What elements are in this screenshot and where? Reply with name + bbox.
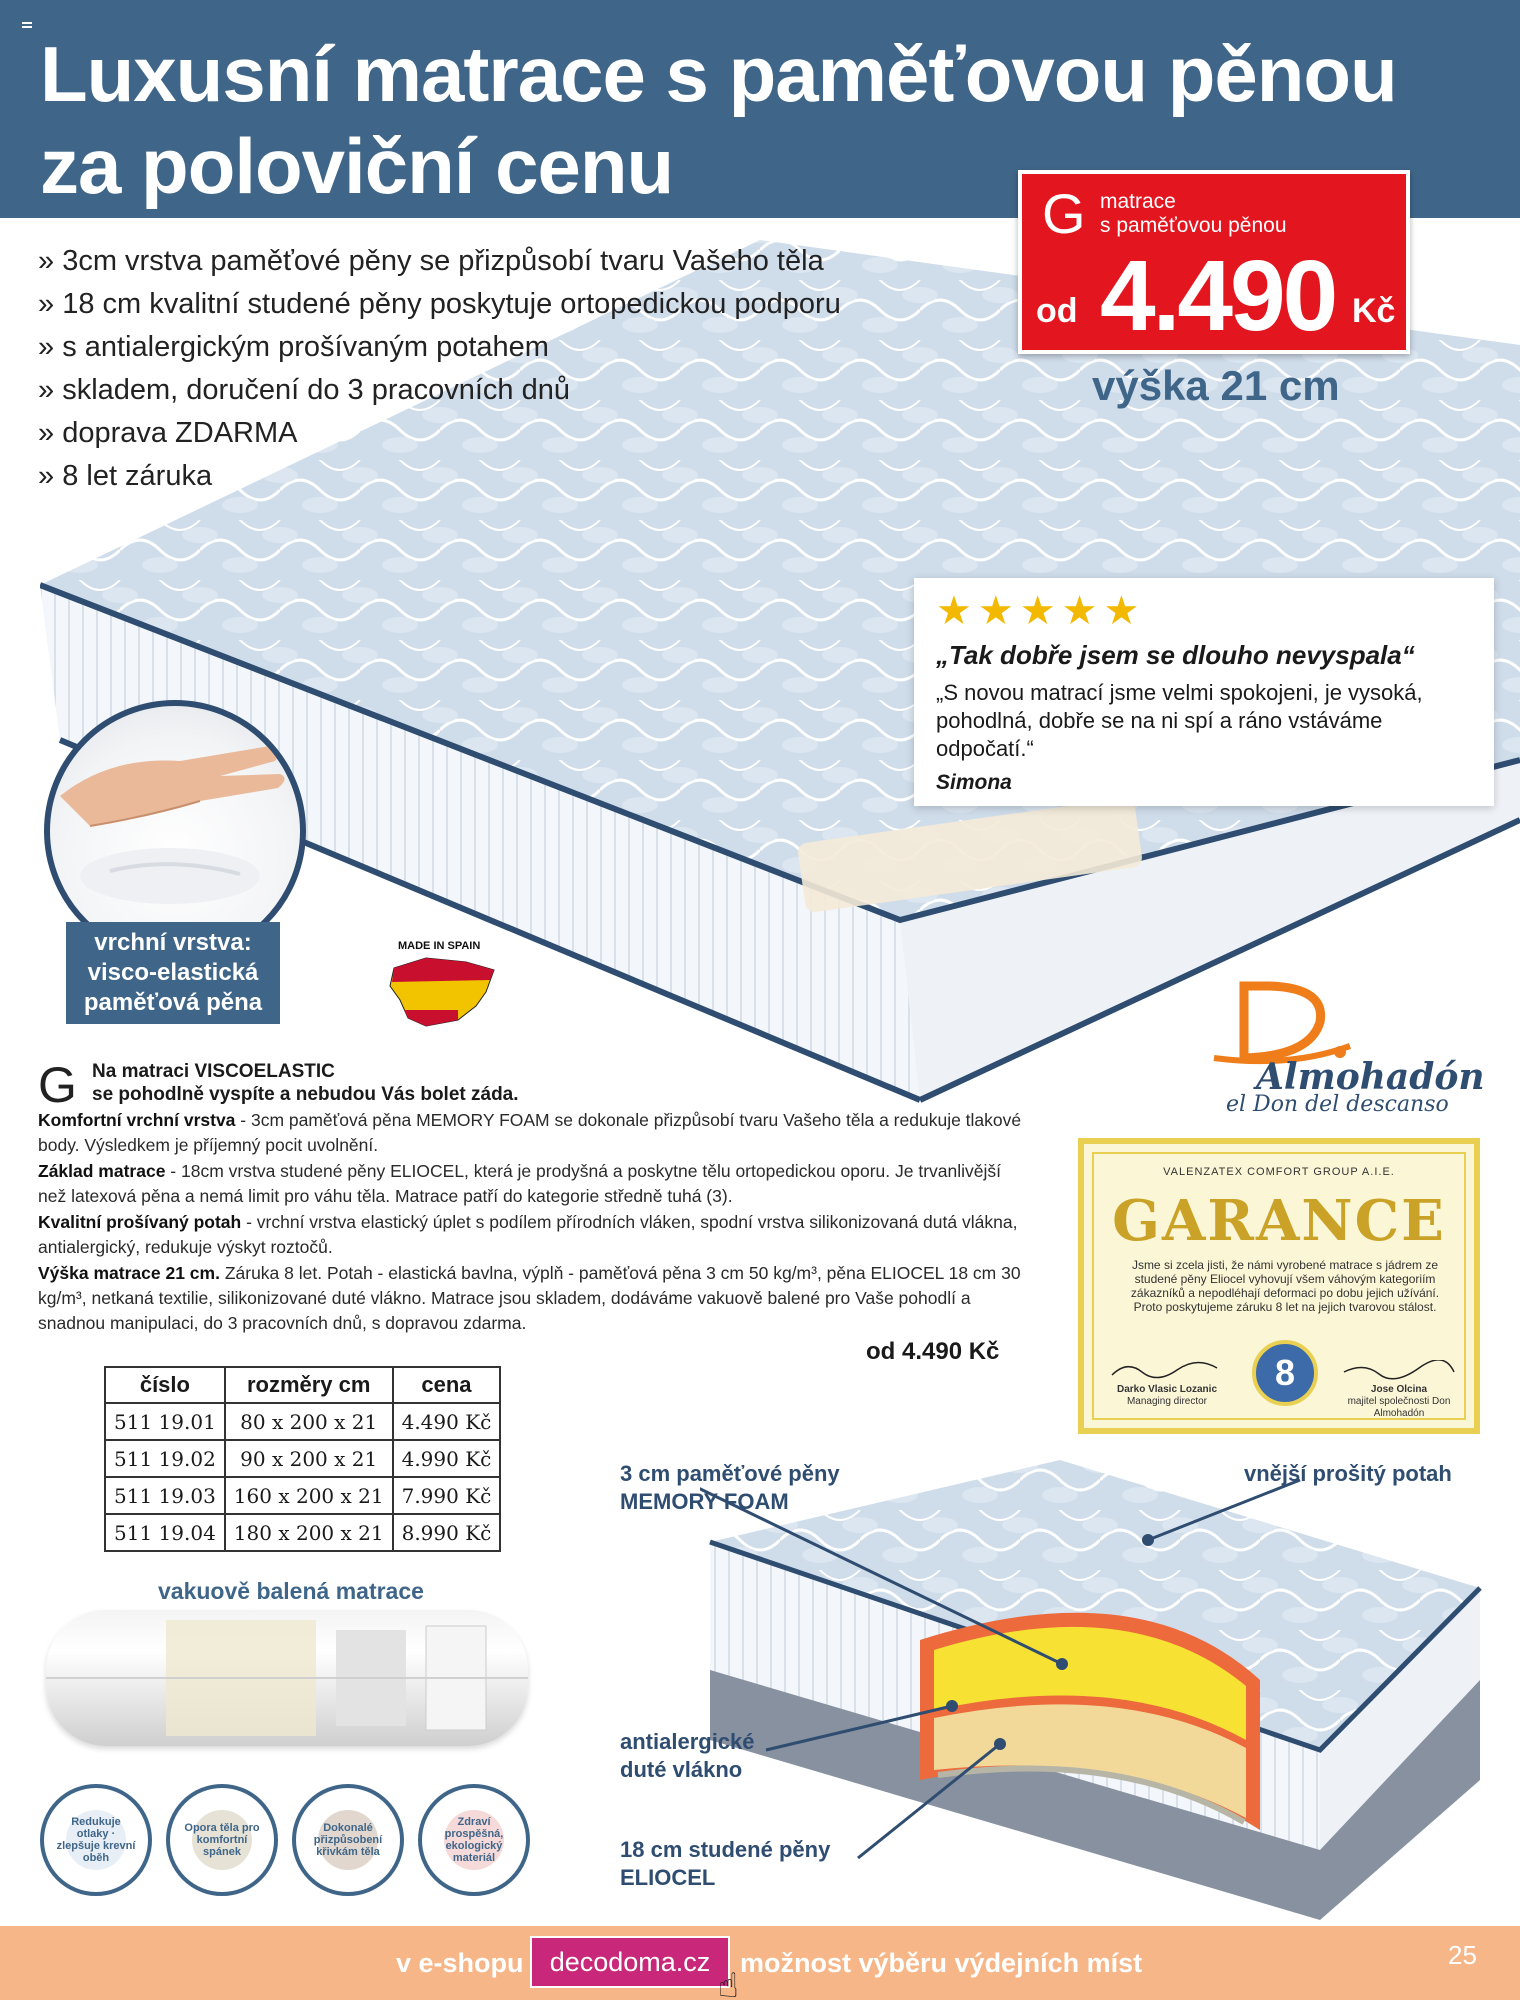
description-heading-line-1: Na matraci VISCOELASTIC (92, 1061, 335, 1082)
vacuum-packed-mattress-photo (46, 1610, 528, 1746)
table-row (105, 1403, 500, 1440)
star-icon: ★ (936, 589, 972, 633)
spain-flag-map-icon (386, 940, 506, 1040)
hand-pointer-icon: ☝ (718, 1967, 739, 2000)
table-cell: 511 19.04 (105, 1514, 225, 1551)
eshop-link[interactable]: decodoma.cz (530, 1936, 730, 1988)
callout-memory-foam-line-2: MEMORY FOAM (620, 1489, 789, 1514)
signature-icon (1107, 1360, 1227, 1380)
benefit-badge (292, 1784, 404, 1896)
benefit-badge-label: Zdraví prospěšná, ekologický materiál (444, 1816, 504, 1864)
almohadon-logo (1200, 976, 1500, 1126)
table-cell: 7.990 Kč (393, 1477, 501, 1514)
callout-outer-cover: vnější prošitý potah (1244, 1461, 1452, 1486)
description-paragraph (38, 1108, 1034, 1158)
top-layer-label-line-1: vrchní vrstva: (94, 929, 252, 956)
table-row (105, 1440, 500, 1477)
feature-item: » s antialergickým prošívaným potahem (38, 326, 841, 369)
g-mark-icon: G (1042, 182, 1086, 245)
guarantee-text: Jsme si zcela jisti, že námi vyrobené matrace s jádrem ze studené pěny Eliocel vyhovují všem váhovým kategoriím zákazníků a nepodléhají deformaci po dobu jejich užívání. Proto poskytujeme záruku 8 let na jejich tvarovou stálost. (1130, 1258, 1440, 1314)
footer-right-text: možnost výběru výdejních míst (740, 1948, 1143, 1978)
price-prefix: od (1036, 292, 1078, 330)
price-caption (1100, 190, 1287, 238)
callout-cold-foam-line-1: 18 cm studené pěny (620, 1837, 831, 1862)
guarantee-certificate (1078, 1138, 1480, 1434)
title-line-1: Luxusní matrace s paměťovou pěnou (40, 30, 1397, 118)
callout-cold-foam (620, 1836, 830, 1892)
callout-cold-foam-line-2: ELIOCEL (620, 1865, 716, 1890)
callout-hollow-fiber-line-1: antialergické (620, 1729, 755, 1754)
description-paragraph (38, 1261, 1034, 1336)
benefit-badge-label: Dokonalé přizpůsobení křivkám těla (313, 1822, 383, 1858)
signature-1 (1102, 1360, 1232, 1408)
d-logo-icon (1200, 976, 1500, 1066)
title-line-2: za poloviční cenu (40, 122, 674, 210)
guarantee-seal-8-years: 8 (1252, 1340, 1318, 1406)
top-layer-label-line-3: paměťová pěna (83, 989, 263, 1016)
vacuum-label: vakuově balená matrace (158, 1578, 424, 1604)
footer-left-text: v e-shopu (396, 1948, 524, 1978)
table-cell: 180 x 200 x 21 (225, 1514, 393, 1551)
rolled-mattress-icon (46, 1610, 528, 1746)
size-price-table (104, 1366, 501, 1552)
benefit-badge-label: Opora těla pro komfortní spánek (184, 1822, 260, 1858)
table-cell: 511 19.03 (105, 1477, 225, 1514)
description-paragraph (38, 1159, 1034, 1209)
hand-icon (50, 706, 300, 956)
description-paragraph-body: Záruka 8 let. Potah - elastická bavlna, výplň - paměťová pěna 3 cm 50 kg/m³, pěna ELIOCEL 18 cm 30 kg/m³, netkaná textilie, silikonizované duté vlákno. Matrace jsou skladem, dodáváme vakuově balené pro Vaše pohodlí a snadnou manipulaci, do 3 pracovních dnů, s dopravou zdarma. (38, 1263, 1021, 1333)
description-paragraph-title: Kvalitní prošívaný potah (38, 1212, 242, 1232)
table-cell: 90 x 200 x 21 (225, 1440, 393, 1477)
star-icon: ★ (1103, 589, 1140, 633)
review-text: „S novou matrací jsme velmi spokojeni, je vysoká, pohodlná, dobře se na ni spí a ráno vstáváme odpočatí.“ (936, 680, 1423, 761)
description-paragraph-body: - vrchní vrstva elastický úplet s podílem přírodních vláken, spodní vrstva silikonizovaná dutá vlákna, antialergický, redukuje výskyt roztočů. (38, 1212, 1018, 1257)
table-cell: 4.990 Kč (393, 1440, 501, 1477)
table-row (105, 1514, 500, 1551)
table-cell: 160 x 200 x 21 (225, 1477, 393, 1514)
description-paragraph-body: - 18cm vrstva studené pěny ELIOCEL, která je prodyšná a poskytne tělu ortopedickou oporu. Je trvanlivější než latexová pěna a nemá limit pro váhu těla. Matrace patří do kategorie středně tuhá (3). (38, 1161, 1002, 1206)
signature-1-role: Managing director (1126, 1396, 1208, 1407)
benefit-badge (40, 1784, 152, 1896)
description-paragraph (38, 1210, 1034, 1260)
column-header: cena (393, 1367, 501, 1403)
table-cell: 511 19.01 (105, 1403, 225, 1440)
signature-2-name: Jose Olcina (1370, 1384, 1428, 1395)
signature-icon (1339, 1360, 1459, 1380)
logo-slogan: el Don del descanso (1226, 1092, 1449, 1117)
table-cell: 8.990 Kč (393, 1514, 501, 1551)
page-number: 25 (1448, 1940, 1477, 1970)
feature-item: » 3cm vrstva paměťové pěny se přizpůsobí tvaru Vašeho těla (38, 240, 841, 283)
top-layer-label (66, 922, 280, 1024)
description-heading-text (92, 1060, 692, 1106)
price-caption-line-2: s paměťovou pěnou (1100, 214, 1287, 237)
benefit-badge (418, 1784, 530, 1896)
benefit-badge-label: Redukuje otlaky · zlepšuje krevní oběh (56, 1816, 136, 1864)
guarantee-company: VALENZATEX COMFORT GROUP A.I.E. (1163, 1166, 1395, 1178)
top-layer-label-line-2: visco-elastická (87, 959, 259, 986)
star-icon: ★ (1061, 589, 1098, 633)
callout-hollow-fiber (620, 1728, 755, 1784)
price-amount: 4.490 (1100, 240, 1336, 352)
made-in-label: MADE IN SPAIN (398, 940, 481, 952)
review-author: Simona (936, 771, 1012, 794)
feature-item: » 18 cm kvalitní studené pěny poskytuje ortopedickou podporu (38, 283, 841, 326)
price-caption-line-1: matrace (1100, 190, 1176, 213)
price-currency: Kč (1352, 292, 1396, 330)
benefit-badge (166, 1784, 278, 1896)
feature-item: » doprava ZDARMA (38, 412, 841, 455)
column-header: rozměry cm (225, 1367, 393, 1403)
menu-icon (22, 22, 32, 28)
height-label: výška 21 cm (1092, 362, 1340, 409)
benefit-badges (40, 1784, 530, 1896)
guarantee-title: GARANCE (1112, 1188, 1446, 1254)
callout-hollow-fiber-line-2: duté vlákno (620, 1757, 743, 1782)
feature-list (38, 240, 841, 498)
description-price: od 4.490 Kč (866, 1338, 1000, 1365)
footer-band (0, 1926, 1520, 2000)
table-cell: 4.490 Kč (393, 1403, 501, 1440)
table-header-row (105, 1367, 500, 1403)
callout-memory-foam (620, 1460, 840, 1516)
logo-brand: Almohadón (1256, 1056, 1485, 1098)
g-mark-icon: G (38, 1057, 77, 1113)
price-box (1018, 170, 1410, 354)
star-icon: ★ (977, 589, 1014, 633)
description-paragraph-title: Komfortní vrchní vrstva (38, 1110, 236, 1130)
description-heading-line-2: se pohodlně vyspíte a nebudou Vás bolet záda. (92, 1084, 519, 1105)
star-rating (936, 590, 1472, 632)
table-cell: 80 x 200 x 21 (225, 1403, 393, 1440)
description-paragraph-title: Základ matrace (38, 1161, 166, 1181)
customer-review (914, 578, 1494, 806)
review-title: „Tak dobře jsem se dlouho nevyspala“ (936, 640, 1415, 670)
signature-2-role: majitel společnosti Don Almohadón (1347, 1396, 1451, 1419)
table-cell: 511 19.02 (105, 1440, 225, 1477)
description-paragraph-body: - 3cm paměťová pěna MEMORY FOAM se dokonale přizpůsobí tvaru Vašeho těla a redukuje tlakové body. Výsledkem je příjemný pocit uvolnění. (38, 1110, 1022, 1155)
description-paragraph-title: Výška matrace 21 cm. (38, 1263, 220, 1283)
callout-memory-foam-line-1: 3 cm paměťové pěny (620, 1461, 840, 1486)
table-row (105, 1477, 500, 1514)
signature-2 (1334, 1360, 1464, 1420)
feature-item: » skladem, doručení do 3 pracovních dnů (38, 369, 841, 412)
column-header: číslo (105, 1367, 225, 1403)
star-icon: ★ (1019, 589, 1056, 633)
description-text (38, 1108, 1034, 1337)
signature-1-name: Darko Vlasic Lozanic (1116, 1384, 1218, 1395)
feature-item: » 8 let záruka (38, 455, 841, 498)
